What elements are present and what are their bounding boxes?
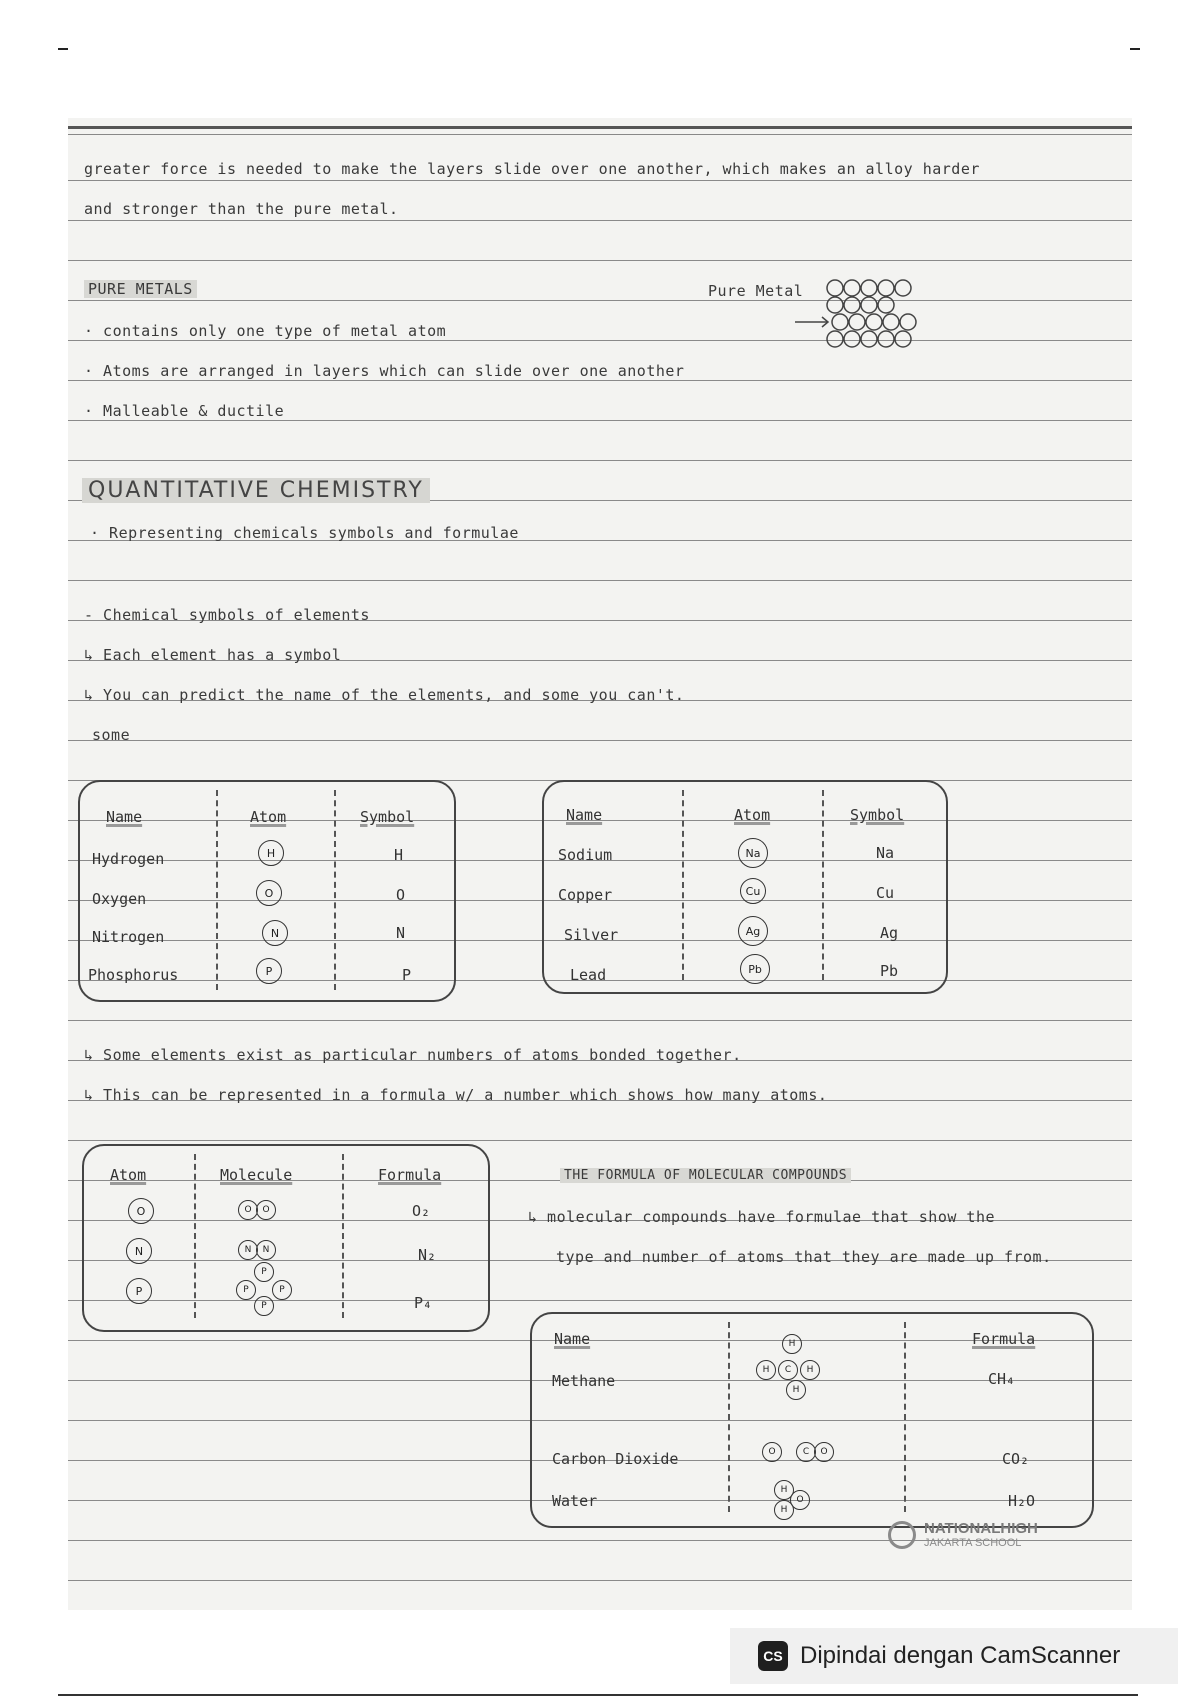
atom-circle: P <box>256 958 282 984</box>
molecule-atom: H <box>786 1380 806 1400</box>
compounds-heading-text: THE FORMULA OF MOLECULAR COMPOUNDS <box>560 1168 851 1183</box>
ruled-line <box>68 260 1132 261</box>
molecules-note-1: ↳ Some elements exist as particular numbers of atoms bonded together. <box>84 1046 742 1064</box>
molecule-formula: O₂ <box>412 1202 431 1220</box>
camscanner-watermark <box>730 1628 1178 1684</box>
element-name: Copper <box>558 886 613 904</box>
symbols-note-2: ↳ You can predict the name of the elements, and some you can't. <box>84 686 685 704</box>
table-divider <box>728 1322 730 1512</box>
element-symbol: Cu <box>876 884 895 902</box>
table-header: Atom <box>734 806 771 824</box>
school-logo <box>888 1520 1038 1549</box>
element-symbol: Pb <box>880 962 899 980</box>
ruled-line <box>68 1580 1132 1581</box>
molecule-atom: O <box>238 1200 258 1220</box>
molecule-atom: P <box>254 1262 274 1282</box>
molecule-formula: P₄ <box>414 1294 433 1312</box>
corner-mark-left <box>58 48 68 50</box>
table-header: Name <box>554 1330 591 1348</box>
school-city: JAKARTA SCHOOL <box>924 1537 1022 1549</box>
table-header: Name <box>566 806 603 824</box>
molecule-atom: O <box>790 1490 810 1510</box>
table-divider <box>682 790 684 980</box>
atom-circle: Na <box>738 838 768 868</box>
compound-name: Water <box>552 1492 598 1510</box>
molecule-atom: O <box>762 1442 782 1462</box>
element-name: Phosphorus <box>88 966 179 984</box>
compound-formula: CH₄ <box>988 1370 1016 1388</box>
atom-circle: Cu <box>740 878 766 904</box>
table-divider <box>342 1154 344 1318</box>
compounds-heading <box>560 1168 851 1183</box>
molecule-atom: H <box>756 1360 776 1380</box>
table-divider <box>904 1322 906 1512</box>
table-header: Formula <box>972 1330 1036 1348</box>
pure-metal-diagram-label: Pure Metal <box>708 282 804 300</box>
camscanner-text: Dipindai dengan CamScanner <box>800 1642 1121 1669</box>
corner-mark-right <box>1130 48 1140 50</box>
section-subtitle: · Representing chemicals symbols and formulae <box>90 524 519 542</box>
table-divider <box>334 790 336 990</box>
ruled-line <box>68 580 1132 581</box>
school-crest-icon <box>888 1521 916 1549</box>
symbols-note-1: ↳ Each element has a symbol <box>84 646 342 664</box>
pure-metal-atom-layers-diagram <box>790 276 960 356</box>
pure-metals-bullet-2: · Atoms are arranged in layers which can slide over one another <box>84 362 685 380</box>
ruled-line <box>68 380 1132 381</box>
compound-formula: H₂O <box>1008 1492 1036 1510</box>
pure-metals-heading <box>84 280 197 298</box>
molecule-atom: P <box>272 1280 292 1300</box>
table-header: Molecule <box>220 1166 293 1184</box>
molecules-note-2: ↳ This can be represented in a formula w/ a number which shows how many atoms. <box>84 1086 828 1104</box>
atom-circle: Pb <box>740 954 770 984</box>
table-header: Atom <box>250 808 287 826</box>
compound-name: Carbon Dioxide <box>552 1450 679 1468</box>
table-header: Formula <box>378 1166 442 1184</box>
section-title: QUANTITATIVE CHEMISTRY <box>82 478 430 503</box>
molecule-atom: H <box>800 1360 820 1380</box>
atom-circle: P <box>126 1278 152 1304</box>
molecule-atom: P <box>254 1296 274 1316</box>
molecule-atom: O <box>256 1200 276 1220</box>
element-symbol: H <box>394 846 404 864</box>
table-header: Atom <box>110 1166 147 1184</box>
molecule-formula: N₂ <box>418 1246 437 1264</box>
atom-circle: O <box>128 1198 154 1224</box>
symbols-heading: - Chemical symbols of elements <box>84 606 370 624</box>
element-name: Hydrogen <box>92 850 165 868</box>
ruled-line <box>68 1020 1132 1021</box>
table-divider <box>216 790 218 990</box>
intro-line-1: greater force is needed to make the layers slide over one another, which makes an alloy harder <box>84 160 980 178</box>
compound-formula: CO₂ <box>1002 1450 1030 1468</box>
school-name: NATIONALHIGH <box>924 1520 1038 1537</box>
molecule-atom: C <box>796 1442 816 1462</box>
table-divider <box>822 790 824 980</box>
element-name: Sodium <box>558 846 613 864</box>
element-name: Silver <box>564 926 619 944</box>
molecule-atom: O <box>814 1442 834 1462</box>
molecule-atom: N <box>256 1240 276 1260</box>
molecule-atom: P <box>236 1280 256 1300</box>
ruled-line <box>68 180 1132 181</box>
element-name: Lead <box>570 966 607 984</box>
ruled-line <box>68 420 1132 421</box>
molecule-atom: H <box>774 1500 794 1520</box>
element-symbol: Na <box>876 844 895 862</box>
table-header: Symbol <box>850 806 905 824</box>
compounds-note-2: type and number of atoms that they are made up from. <box>556 1248 1052 1266</box>
compound-name: Methane <box>552 1372 616 1390</box>
table-divider <box>194 1154 196 1318</box>
page-top-rule <box>68 126 1132 135</box>
ruled-line <box>68 340 1132 341</box>
element-symbol: O <box>396 886 406 904</box>
pure-metals-bullet-1: · contains only one type of metal atom <box>84 322 447 340</box>
ruled-line <box>68 740 1132 741</box>
table-header: Name <box>106 808 143 826</box>
molecule-atom: H <box>782 1334 802 1354</box>
molecule-atom: C <box>778 1360 798 1380</box>
element-name: Nitrogen <box>92 928 165 946</box>
element-symbol: P <box>402 966 412 984</box>
molecule-atom: H <box>774 1480 794 1500</box>
molecule-atom: N <box>238 1240 258 1260</box>
atom-circle: H <box>258 840 284 866</box>
atom-circle: Ag <box>738 916 768 946</box>
ruled-line <box>68 300 1132 301</box>
element-symbol: N <box>396 924 406 942</box>
intro-line-2: and stronger than the pure metal. <box>84 200 399 218</box>
symbols-note-3: some <box>92 726 131 744</box>
atom-circle: O <box>256 880 282 906</box>
ruled-line <box>68 1140 1132 1141</box>
element-symbol: Ag <box>880 924 899 942</box>
pure-metals-heading-text: PURE METALS <box>84 280 197 298</box>
page-bottom-rule <box>58 1694 1138 1696</box>
ruled-line <box>68 220 1132 221</box>
ruled-line <box>68 460 1132 461</box>
element-name: Oxygen <box>92 890 147 908</box>
table-header: Symbol <box>360 808 415 826</box>
camscanner-icon: CS <box>758 1641 788 1671</box>
compounds-note-1: ↳ molecular compounds have formulae that show the <box>528 1208 996 1226</box>
atom-circle: N <box>262 920 288 946</box>
pure-metals-bullet-3: · Malleable & ductile <box>84 402 285 420</box>
atom-circle: N <box>126 1238 152 1264</box>
